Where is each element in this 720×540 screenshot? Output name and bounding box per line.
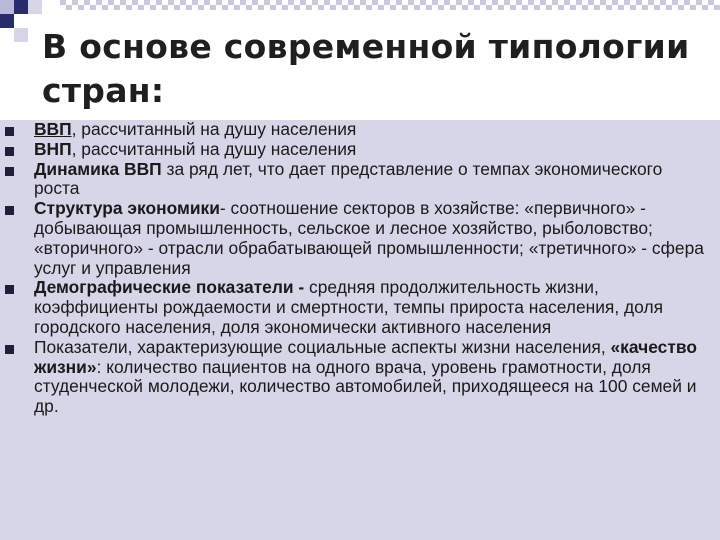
list-item — [0, 140, 720, 160]
list-item — [0, 338, 720, 417]
item-text: - соотношение секторов в хозяйстве: «первичного» - добывающая промышленность, сельское и лесное хозяйство, рыболовство; «вторичного» - отрасли обрабатывающей промышленности; «третичного» - сфера услуг и управления — [34, 198, 704, 278]
item-text: , рассчитанный на душу населения — [71, 138, 357, 159]
item-text: Показатели, характеризующие социальные аспекты жизни населения, — [34, 336, 611, 357]
item-bold: ВВП — [34, 119, 72, 139]
square-bullet-icon — [5, 206, 14, 215]
item-bold: Динамика ВВП — [34, 158, 162, 179]
list-item — [0, 199, 720, 278]
list-item — [0, 120, 720, 140]
item-bold: ВНП — [34, 138, 72, 159]
slide-title: В основе современной типологии стран: — [42, 27, 690, 110]
item-text: , рассчитанный на душу населения — [71, 119, 357, 139]
item-text: : количество пациентов на одного врача, уровень грамотности, доля студенческой молодежи, количество автомобилей, приходящееся на 100 семей и др. — [34, 356, 697, 417]
list-item — [0, 278, 720, 337]
list-item — [0, 160, 720, 200]
item-text: средняя продолжительность жизни, коэффициенты рождаемости и смертности, темпы прироста населения, доля городского населения, доля экономически активного населения — [34, 277, 664, 337]
square-bullet-icon — [5, 127, 14, 136]
bullet-list — [0, 120, 720, 417]
content-panel — [0, 120, 720, 540]
item-bold: «качество жизни» — [34, 336, 697, 377]
square-bullet-icon — [5, 285, 14, 294]
item-bold: Структура экономики — [34, 198, 220, 219]
square-bullet-icon — [5, 147, 14, 156]
top-checkered-stripe — [60, 0, 720, 10]
item-text: за ряд лет, что дает представление о темпах экономического роста — [34, 158, 663, 199]
square-bullet-icon — [5, 167, 14, 176]
item-bold: Демографические показатели - — [34, 277, 305, 298]
square-bullet-icon — [5, 345, 14, 354]
